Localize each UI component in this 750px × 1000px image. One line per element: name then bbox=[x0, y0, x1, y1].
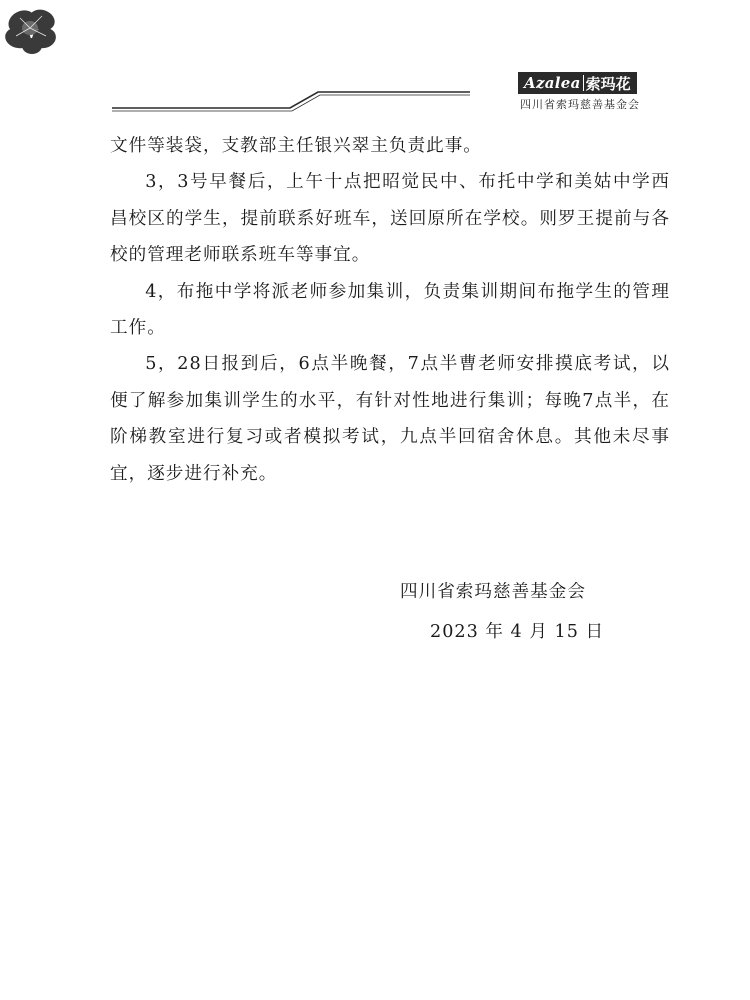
document-body bbox=[110, 128, 670, 492]
item-paragraph-3: 3，3号早餐后，上午十点把昭觉民中、布托中学和美姑中学西昌校区的学生，提前联系好班车，送回原所在学校。则罗王提前与各校的管理老师联系班车等事宜。 bbox=[110, 172, 670, 266]
brand-chinese: 索玛花 bbox=[585, 74, 631, 93]
azalea-flower-icon bbox=[0, 0, 64, 58]
item-paragraph-5: 5，28日报到后，6点半晚餐，7点半曹老师安排摸底考试，以便了解参加集训学生的水平，有针对性地进行集训；每晚7点半，在阶梯教室进行复习或者模拟考试，九点半回宿舍休息。其他未尽事宜，逐步进行补充。 bbox=[110, 354, 670, 484]
letterhead bbox=[0, 0, 750, 130]
signature-date: 2023 年 4 月 15 日 bbox=[430, 622, 605, 642]
signature-organization: 四川省索玛慈善基金会 bbox=[400, 582, 586, 602]
signature-block bbox=[400, 574, 604, 650]
item-paragraph-4: 4，布拖中学将派老师参加集训，负责集训期间布拖学生的管理工作。 bbox=[110, 281, 670, 339]
brand-english: Azalea bbox=[524, 74, 581, 92]
continuation-paragraph: 文件等装袋，支教部主任银兴翠主负责此事。 bbox=[110, 136, 482, 156]
brand-separator bbox=[583, 75, 584, 91]
brand-banner bbox=[518, 72, 637, 94]
brand-subtitle: 四川省索玛慈善基金会 bbox=[520, 98, 640, 111]
